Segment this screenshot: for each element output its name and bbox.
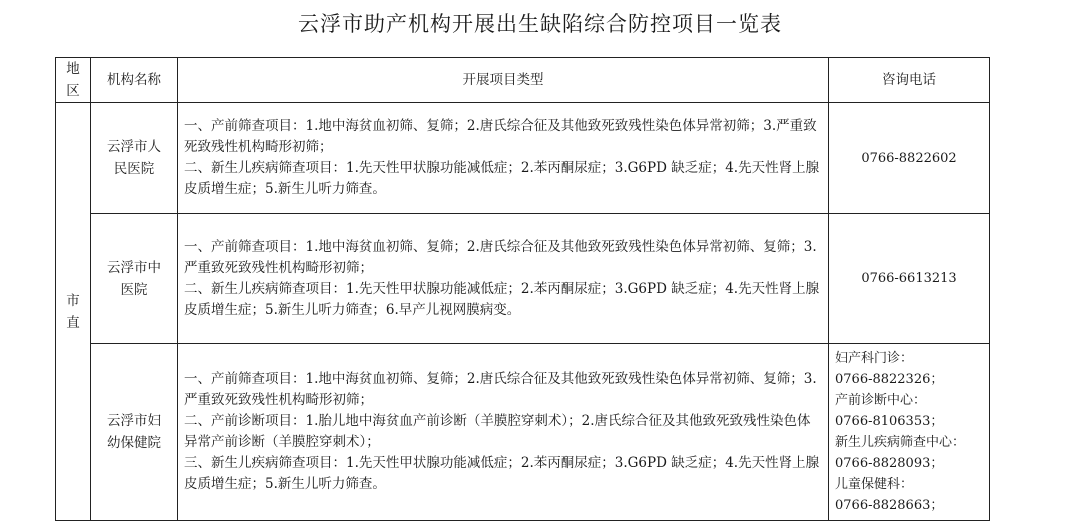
project-line: 三、新生儿疾病筛查项目：1.先天性甲状腺功能减低症；2.苯丙酮尿症；3.G6PD 缺乏症；4.先天性肾上腺皮质增生症；5.新生儿听力筛查。 xyxy=(184,455,820,492)
org-cell: 云浮市人民医院 xyxy=(91,103,178,214)
phone-cell xyxy=(829,344,990,521)
header-phone: 咨询电话 xyxy=(829,58,990,103)
table-row xyxy=(56,214,990,344)
project-line: 一、产前筛查项目：1.地中海贫血初筛、复筛；2.唐氏综合征及其他致死致残性染色体异常初筛、复筛；3.严重致死致残性机构畸形初筛； xyxy=(184,238,817,276)
region-cell: 市直 xyxy=(56,103,91,521)
phone-cell: 0766-8822602 xyxy=(829,103,990,214)
projects-cell xyxy=(178,214,829,344)
phone-line: 妇产科门诊： xyxy=(835,351,914,366)
project-line: 二、新生儿疾病筛查项目：1.先天性甲状腺功能减低症；2.苯丙酮尿症；3.G6PD 缺乏症；4.先天性肾上腺皮质增生症；5.新生儿听力筛查。 xyxy=(184,160,820,197)
projects-cell xyxy=(178,103,829,214)
table-row xyxy=(56,344,990,521)
project-line: 一、产前筛查项目：1.地中海贫血初筛、复筛；2.唐氏综合征及其他致死致残性染色体异常初筛、复筛；3.严重致死致残性机构畸形初筛； xyxy=(184,371,817,408)
org-cell: 云浮市中医院 xyxy=(91,214,178,344)
phone-line: 0766-8828663； xyxy=(835,498,944,513)
projects-cell xyxy=(178,344,829,521)
institution-table xyxy=(55,57,990,521)
phone-line: 产前诊断中心： xyxy=(835,393,927,408)
phone-line: 新生儿疾病筛查中心：0766-8828093； xyxy=(835,435,966,471)
document-title: 云浮市助产机构开展出生缺陷综合防控项目一览表 xyxy=(298,12,782,36)
org-cell: 云浮市妇幼保健院 xyxy=(91,344,178,521)
header-org: 机构名称 xyxy=(91,58,178,103)
phone-line: 儿童保健科： xyxy=(835,477,914,492)
header-projects: 开展项目类型 xyxy=(178,58,829,103)
phone-line: 0766-8822326； xyxy=(835,372,944,387)
header-region: 地区 xyxy=(56,58,91,103)
project-line: 一、产前筛查项目：1.地中海贫血初筛、复筛；2.唐氏综合征及其他致死致残性染色体异常初筛；3.严重致死致残性机构畸形初筛； xyxy=(184,118,817,155)
phone-cell: 0766-6613213 xyxy=(829,214,990,344)
table-header-row xyxy=(56,58,990,103)
project-line: 二、产前诊断项目：1.胎儿地中海贫血产前诊断（羊膜腔穿刺术）；2.唐氏综合征及其他致死致残性染色体异常产前诊断（羊膜腔穿刺术）； xyxy=(184,413,811,450)
table-row xyxy=(56,103,990,214)
project-line: 二、新生儿疾病筛查项目：1.先天性甲状腺功能减低症；2.苯丙酮尿症；3.G6PD 缺乏症；4.先天性肾上腺皮质增生症；5.新生儿听力筛查；6.早产儿视网膜病变。 xyxy=(184,280,820,318)
phone-line: 0766-8106353； xyxy=(835,414,944,429)
